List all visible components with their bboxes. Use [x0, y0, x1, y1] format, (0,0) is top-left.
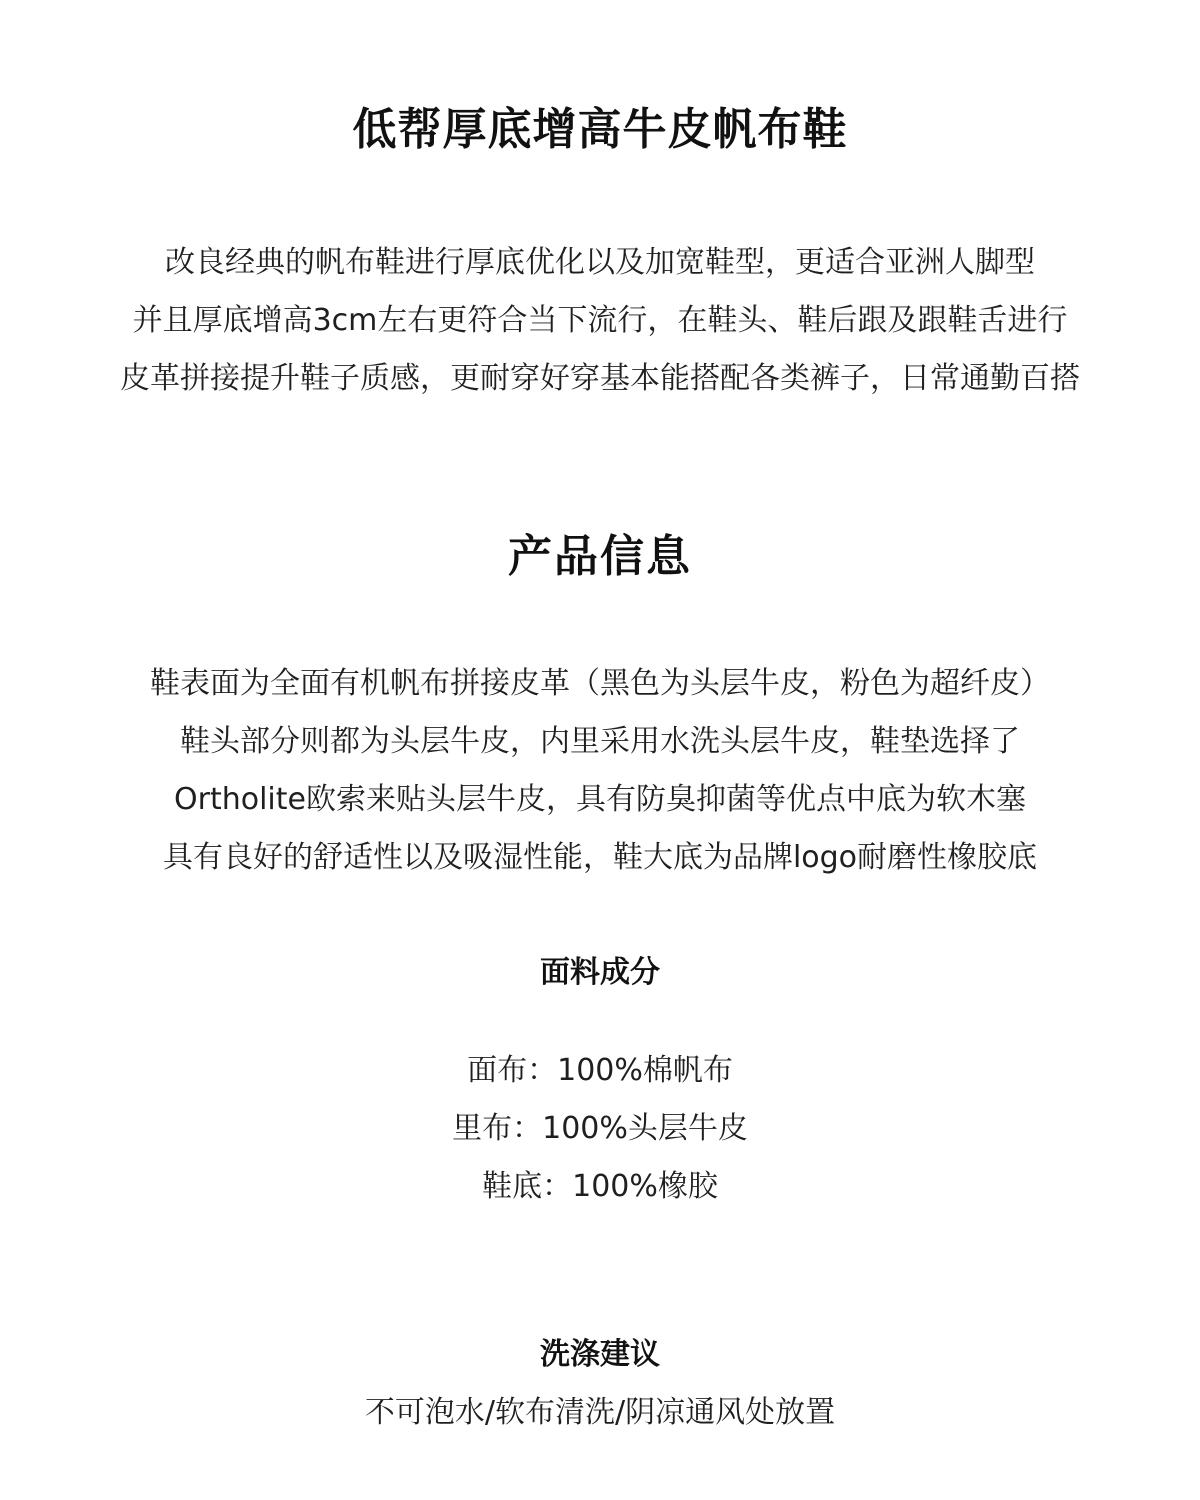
intro-line: 改良经典的帆布鞋进行厚底优化以及加宽鞋型，更适合亚洲人脚型	[165, 245, 1035, 280]
intro-line: 并且厚底增高3cm左右更符合当下流行，在鞋头、鞋后跟及跟鞋舌进行	[132, 303, 1068, 338]
info-line: 鞋表面为全面有机帆布拼接皮革（黑色为头层牛皮，粉色为超纤皮）	[150, 666, 1050, 701]
product-info-description	[0, 655, 1200, 887]
info-line: 鞋头部分则都为头层牛皮，内里采用水洗头层牛皮，鞋垫选择了	[180, 724, 1020, 759]
fabric-line: 面布：100%棉帆布	[467, 1053, 733, 1088]
product-intro	[0, 234, 1200, 408]
fabric-line: 鞋底：100%橡胶	[482, 1169, 718, 1204]
intro-line: 皮革拼接提升鞋子质感，更耐穿好穿基本能搭配各类裤子，日常通勤百搭	[120, 361, 1080, 396]
fabric-line: 里布：100%头层牛皮	[452, 1111, 748, 1146]
info-line: Ortholite欧索来贴头层牛皮，具有防臭抑菌等优点中底为软木塞	[174, 782, 1026, 817]
fabric-composition-list	[0, 1042, 1200, 1216]
product-info-title: 产品信息	[508, 531, 692, 582]
care-instructions-title: 洗涤建议	[540, 1337, 660, 1372]
care-text: 不可泡水/软布清洗/阴凉通风处放置	[364, 1395, 836, 1430]
info-line: 具有良好的舒适性以及吸湿性能，鞋大底为品牌logo耐磨性橡胶底	[162, 840, 1038, 875]
care-instructions	[0, 1389, 1200, 1437]
product-title: 低帮厚底增高牛皮帆布鞋	[352, 104, 848, 155]
fabric-composition-title: 面料成分	[540, 955, 660, 990]
